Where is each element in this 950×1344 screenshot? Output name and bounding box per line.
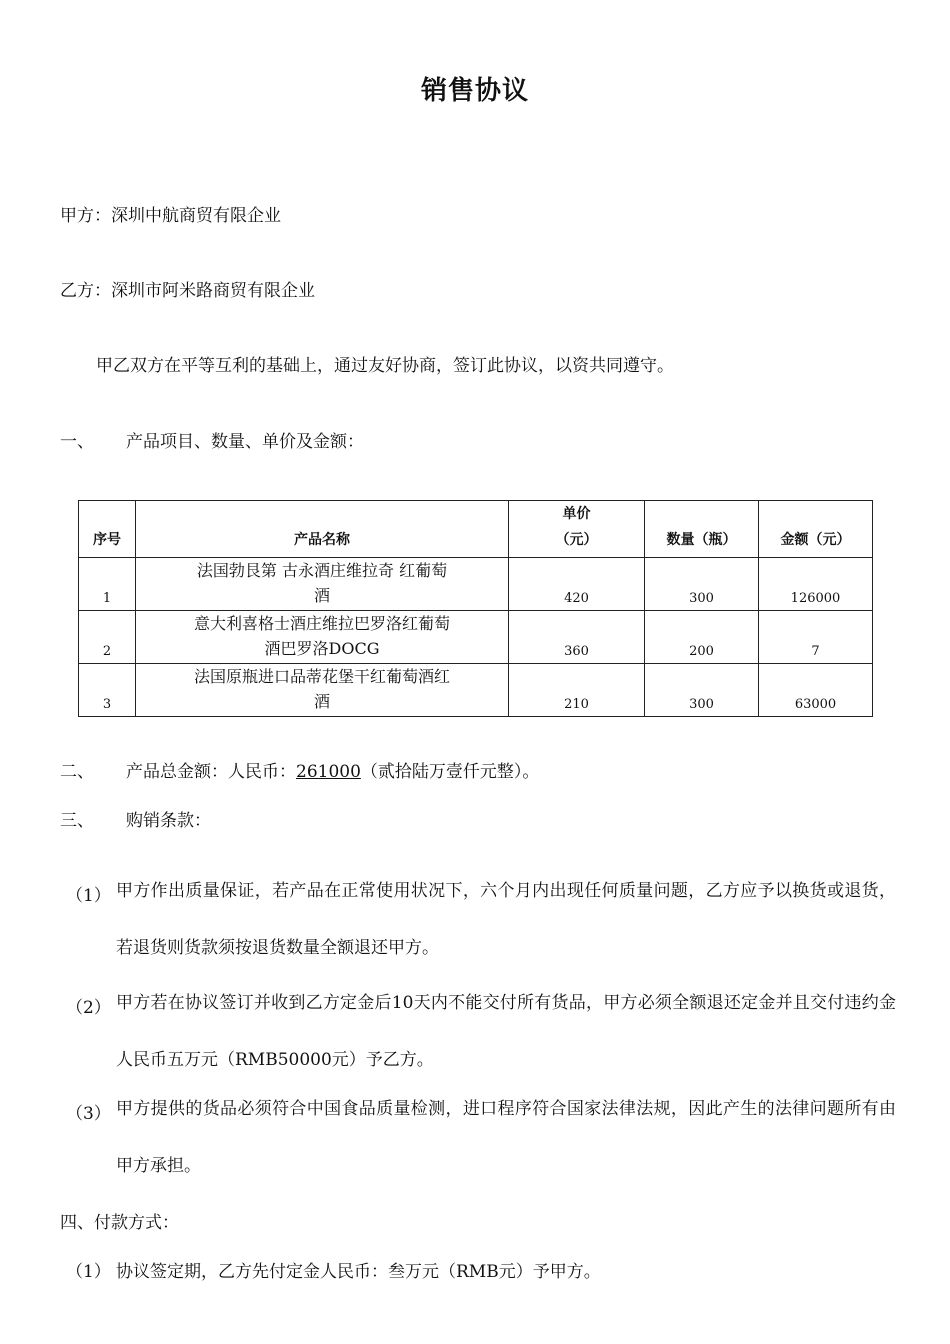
header-price — [509, 501, 645, 558]
row-name-line2: 酒 — [313, 586, 330, 605]
header-qty: 数量（瓶） — [645, 501, 759, 558]
row-product-name — [136, 611, 509, 664]
table-header-row — [79, 501, 873, 558]
row-qty: 300 — [645, 558, 759, 611]
table-row — [79, 664, 873, 717]
header-name: 产品名称 — [136, 501, 509, 558]
payment-item-1 — [66, 1257, 601, 1282]
section-2-prefix: 产品总金额：人民币： — [126, 762, 296, 782]
intro-paragraph: 甲乙双方在平等互利的基础上，通过友好协商，签订此协议，以资共同遵守。 — [96, 356, 674, 376]
row-amount: 63000 — [759, 664, 873, 717]
row-name-line1: 意大利喜格士酒庄维拉巴罗洛红葡萄 — [193, 614, 450, 633]
total-amount: 261000 — [296, 762, 361, 782]
total-amount-words: （贰拾陆万壹仟元整）。 — [360, 762, 540, 782]
row-amount: 7 — [759, 611, 873, 664]
row-price: 210 — [509, 664, 645, 717]
section-3-heading — [60, 806, 211, 831]
clause-text: 甲方若在协议签订并收到乙方定金后10天内不能交付所有货品，甲方必须全额退还定金并且交付违约金人民币五万元（RMB50000元）予乙方。 — [116, 993, 896, 1070]
section-1-label: 产品项目、数量、单价及金额： — [126, 432, 364, 452]
row-qty: 300 — [645, 664, 759, 717]
header-price-line2: （元） — [555, 532, 598, 548]
row-name-line2: 酒巴罗洛DOCG — [264, 639, 380, 658]
clause-text: 甲方提供的货品必须符合中国食品质量检测，进口程序符合国家法律法规，因此产生的法律问题所有由甲方承担。 — [116, 1099, 896, 1176]
header-price-line1: 单价 — [562, 506, 591, 522]
row-name-line2: 酒 — [313, 692, 330, 711]
section-4-heading: 四、付款方式： — [60, 1213, 179, 1233]
row-name-line1: 法国勃艮第 古永酒庄维拉奇 红葡萄 — [196, 561, 448, 580]
section-3-label: 购销条款： — [126, 811, 211, 831]
section-3-number: 三、 — [60, 811, 94, 831]
header-index: 序号 — [79, 501, 136, 558]
row-index: 3 — [79, 664, 136, 717]
party-a: 甲方：深圳中航商贸有限企业 — [60, 206, 281, 226]
row-index: 1 — [79, 558, 136, 611]
section-1-heading — [60, 427, 364, 452]
product-table — [78, 500, 873, 717]
row-amount: 126000 — [759, 558, 873, 611]
row-product-name — [136, 664, 509, 717]
section-2-number: 二、 — [60, 762, 94, 782]
payment-number: （1） — [66, 1262, 111, 1282]
row-qty: 200 — [645, 611, 759, 664]
row-price: 420 — [509, 558, 645, 611]
row-name-line1: 法国原瓶进口品蒂花堡干红葡萄酒红 — [193, 667, 450, 686]
clause-text: 甲方作出质量保证，若产品在正常使用状况下，六个月内出现任何质量问题，乙方应予以换货或退货，若退货则货款须按退货数量全额退还甲方。 — [116, 881, 896, 958]
section-1-number: 一、 — [60, 432, 94, 452]
row-price: 360 — [509, 611, 645, 664]
row-index: 2 — [79, 611, 136, 664]
row-product-name — [136, 558, 509, 611]
header-amount: 金额（元） — [759, 501, 873, 558]
payment-text: 协议签定期，乙方先付定金人民币：叁万元（RMB元）予甲方。 — [116, 1262, 601, 1282]
clause-number: （1） — [66, 886, 111, 906]
table-row — [79, 611, 873, 664]
clause-number: （2） — [66, 998, 111, 1018]
party-b: 乙方：深圳市阿米路商贸有限企业 — [60, 281, 315, 301]
document-title: 销售协议 — [420, 76, 529, 106]
table-row — [79, 558, 873, 611]
clause-number: （3） — [66, 1104, 111, 1124]
section-2-heading — [60, 757, 539, 782]
